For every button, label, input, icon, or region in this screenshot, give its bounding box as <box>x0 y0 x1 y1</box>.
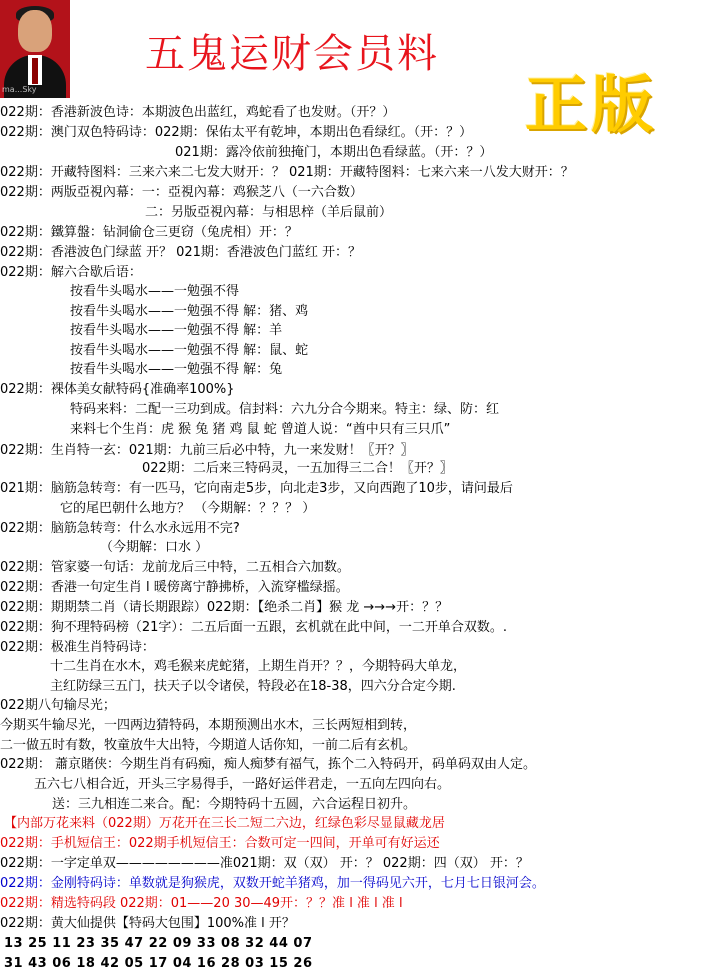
text-line: 022期：开藏特图料：三来六来二七发大财开：？ 021期：开藏特图料：七来六来一八发大财开：？ <box>0 165 574 180</box>
text-line: 022期：两版亞視內幕：一：亞視內幕：鸡猴芝八（一六合数） <box>0 185 363 200</box>
text-line-red: 【内部万花来料（022期）万花开在三长二短二六边，红绿色彩尽显鼠藏龙居 <box>4 816 445 831</box>
text-line: 今期买牛输尽光，一四两边猜特码，本期预测出水木，三长两短相到转， <box>0 718 417 733</box>
text-line: 022期：鐵算盤：钻洞偷仓三更窃（兔虎相）开：？ <box>0 225 298 240</box>
text-line: 021期：露冷依前独掩门，本期出色看绿蓝。（开：？） <box>175 145 493 160</box>
text-line: 022期：脑筋急转弯：什么水永远用不完? <box>0 521 240 536</box>
portrait-face <box>18 10 52 52</box>
text-line: 二一做五时有数，牧童放牛大出特，今期道人话你知，一前二后有玄机。 <box>0 738 417 753</box>
text-line: 022期：香港新波色诗：本期波色出蓝红，鸡蛇看了也发财。（开？） <box>0 105 396 120</box>
text-line: 022期：极准生肖特码诗： <box>0 640 155 655</box>
text-line: 021期：脑筋急转弯：有一匹马，它向南走5步，向北走3步，又向西跑了10步，请问最后 <box>0 481 513 496</box>
photo-watermark: ma...Sky <box>2 85 37 94</box>
text-line-red: 022期：精选特码段 022期：01——20 30—49开：？？准 l 准 l 准 l <box>0 896 403 911</box>
text-line: 022期：黄大仙提供【特码大包围】100%准 l 开？ <box>0 916 295 931</box>
portrait-photo <box>0 0 70 98</box>
text-line: 022期：裸体美女献特码{准确率100%} <box>0 382 235 397</box>
text-line: 送：三九相连二来合。配：今期特码十五圆，六合运程日初升。 <box>52 797 417 812</box>
text-line: 022期：香港波色门绿蓝 开？ 021期：香港波色门蓝红 开：？ <box>0 245 362 260</box>
text-line: 022期：管家婆一句话：龙前龙后三中特，二五相合六加数。 <box>0 560 350 575</box>
text-line: 022期：一字定单双————————准021期：双（双） 开：？ 022期：四（双） 开：？ <box>0 856 529 871</box>
text-line: 十二生肖在水木，鸡毛猴来虎蛇猪，上期生肖开？？，今期特码大单龙， <box>50 659 467 674</box>
portrait-tie <box>32 58 38 84</box>
text-line: 022期： 蕭京賭侠：今期生肖有码痴，痴人痴梦有福气，拣个二入特码开，码单码双由人定。 <box>0 757 536 772</box>
text-line: 按看牛头喝水——一勉强不得 <box>70 284 240 299</box>
number-row: 31 43 06 18 42 05 17 04 16 28 03 15 26 <box>4 956 313 971</box>
text-line: 022期八句输尽光； <box>0 698 116 713</box>
text-line: 022期：解六合歇后语： <box>0 265 142 280</box>
text-line: 特码来料：二配一三功到成。信封料：六九分合今期来。特主：绿、防：红 <box>70 402 500 417</box>
text-line-blue: 022期：金刚特码诗：单数就是狗猴虎，双数开蛇羊猪鸡，加一得码见六开，七月七日银河会。 <box>0 876 545 891</box>
text-line: 022期：二后来三特码灵，一五加得三二合！〖开？〗 <box>142 461 453 476</box>
text-line: 按看牛头喝水——一勉强不得 解：羊 <box>70 323 283 338</box>
text-line-red: 022期：手机短信王：022期手机短信王：合数可定一四间，开单可有好运还 <box>0 836 440 851</box>
text-line: 五六七八相合近，开头三字易得手，一路好运伴君走，一五向左四向右。 <box>34 777 451 792</box>
text-line: 按看牛头喝水——一勉强不得 解：鼠、蛇 <box>70 343 309 358</box>
text-line: 022期：生肖特一玄：021期：九前三后必中特，九一来发财！〖开？〗 <box>0 443 414 458</box>
text-line: 它的尾巴朝什么地方？ （今期解：？？？ ） <box>60 501 316 516</box>
text-line: 按看牛头喝水——一勉强不得 解：猪、鸡 <box>70 304 309 319</box>
text-line: 022期：期期禁二肖（请长期跟踪）022期：【绝杀二肖】猴 龙 →→→开：？？ <box>0 600 449 615</box>
text-line: 022期：狗不理特码榜（21字）：二五后面一五跟，玄机就在此中间，一二开单合双数。. <box>0 620 507 635</box>
text-line: 二：另版亞視內幕：与相思梓（羊后鼠前） <box>145 205 393 220</box>
number-row: 13 25 11 23 35 47 22 09 33 08 32 44 07 <box>4 936 313 951</box>
text-line: 022期：香港一句定生肖 l 暖傍离宁静拂桥，入流穿槛绿摇。 <box>0 580 349 595</box>
text-line: 主红防绿三五门，扶天子以令诸侯，特段必在18-38，四六分合定今期. <box>50 679 456 694</box>
text-line: （今期解：口水 ） <box>100 540 209 555</box>
text-line: 按看牛头喝水——一勉强不得 解：兔 <box>70 362 283 377</box>
authentic-stamp: 正版 <box>525 68 658 141</box>
text-line: 022期：澳门双色特码诗：022期：保佑太平有乾坤，本期出色看绿红。（开：？） <box>0 125 473 140</box>
page-title: 五鬼运财会员料 <box>145 31 439 77</box>
text-line: 来料七个生肖：虎 猴 兔 猪 鸡 鼠 蛇 曾道人说：“酋中只有三只爪” <box>70 422 451 437</box>
